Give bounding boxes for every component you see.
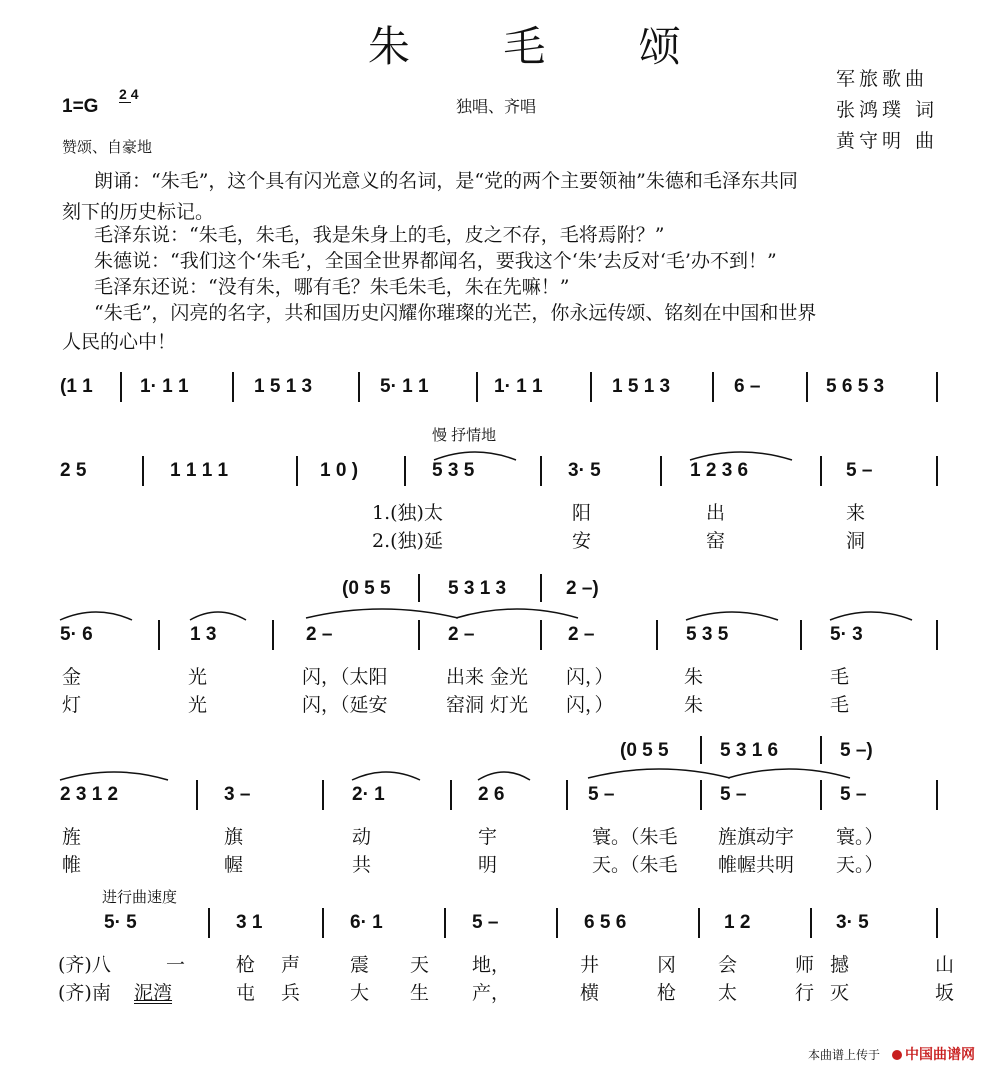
measure: 5 – bbox=[588, 784, 615, 805]
bar-line bbox=[936, 908, 938, 938]
lyric: 帷 bbox=[62, 854, 82, 876]
tempo-marking: 进行曲速度 bbox=[102, 889, 178, 906]
recitation-line-6: “朱毛”，闪亮的名字，共和国历史闪耀你璀璨的光芒，你永远传颂、铭刻在中国和世界 bbox=[94, 302, 817, 324]
lyric-verse-1-row-2 bbox=[372, 498, 443, 525]
bar-line bbox=[476, 372, 478, 402]
measure: 1 1 1 1 bbox=[170, 460, 229, 481]
lyric: 灯 bbox=[62, 694, 82, 716]
slur bbox=[474, 764, 534, 784]
lyric: 阳 bbox=[572, 502, 592, 524]
bar-line bbox=[800, 620, 802, 650]
lyric: 帷幄共明 bbox=[718, 854, 795, 876]
bar-line bbox=[540, 574, 542, 602]
measure: 5· 5 bbox=[104, 912, 137, 933]
lyric: 撼 山 bbox=[830, 954, 995, 976]
measure: 5· 1 1 bbox=[380, 376, 429, 397]
measure: 3 – bbox=[224, 784, 251, 805]
measure: 2 6 bbox=[478, 784, 505, 805]
lyric: 光 bbox=[188, 666, 208, 688]
slur bbox=[826, 604, 916, 624]
lyric: 共 bbox=[352, 854, 372, 876]
lyric: 来 bbox=[846, 502, 866, 524]
slur bbox=[348, 764, 424, 784]
bar-line bbox=[418, 574, 420, 602]
measure: 5· 3 bbox=[830, 624, 863, 645]
slur bbox=[56, 764, 172, 784]
credit-lyricist: 张鸿璞 词 bbox=[836, 99, 939, 121]
lyric: 井 冈 bbox=[580, 954, 703, 976]
measure: 2 – bbox=[448, 624, 475, 645]
bar-line bbox=[936, 456, 938, 486]
lyric: (齐)南 bbox=[58, 982, 111, 1004]
tie bbox=[452, 600, 582, 622]
measure: 5· 6 bbox=[60, 624, 93, 645]
measure: 6 5 6 bbox=[584, 912, 627, 933]
lyric: 动 bbox=[352, 826, 372, 848]
lyric: 屯 兵 bbox=[236, 982, 311, 1004]
measure: 2 – bbox=[306, 624, 333, 645]
bar-line bbox=[806, 372, 808, 402]
measure: 5 – bbox=[472, 912, 499, 933]
lyric: 光 bbox=[188, 694, 208, 716]
recitation-line-7: 人民的心中！ bbox=[62, 331, 177, 353]
lyric: 地， bbox=[472, 954, 511, 976]
lyric: 天。（朱毛 bbox=[592, 854, 678, 876]
site-logo[interactable] bbox=[892, 1044, 975, 1064]
bar-line bbox=[810, 908, 812, 938]
lyric: 朱 bbox=[684, 694, 704, 716]
measure: (0 5 5 bbox=[342, 578, 391, 599]
lyric: 天 bbox=[410, 954, 430, 976]
bar-line bbox=[322, 908, 324, 938]
lyric: 宇 bbox=[478, 826, 498, 848]
measure: (1 1 bbox=[60, 376, 93, 397]
recitation-line-5: 毛泽东还说：“没有朱，哪有毛？朱毛朱毛，朱在先嘛！” bbox=[94, 276, 570, 298]
key-signature: 1=G bbox=[62, 96, 99, 117]
lyric: 旗 bbox=[224, 826, 244, 848]
measure: 1· 1 1 bbox=[140, 376, 189, 397]
bar-line bbox=[444, 908, 446, 938]
bar-line bbox=[208, 908, 210, 938]
lyric: 安 bbox=[572, 530, 592, 552]
lyric: 旌旗动宇 bbox=[718, 826, 795, 848]
upload-text: 本曲谱上传于 bbox=[808, 1048, 881, 1062]
slur bbox=[56, 604, 136, 624]
lyric: 生 bbox=[410, 982, 430, 1004]
bar-line bbox=[590, 372, 592, 402]
bar-line bbox=[820, 456, 822, 486]
bar-line bbox=[296, 456, 298, 486]
bar-line bbox=[936, 620, 938, 650]
lyric: 1.(独)太 bbox=[372, 502, 443, 524]
tie bbox=[302, 600, 462, 622]
lyric: 闪，（太阳 bbox=[302, 666, 388, 688]
measure: 1 3 bbox=[190, 624, 217, 645]
bar-line bbox=[358, 372, 360, 402]
credit-genre: 军旅歌曲 bbox=[836, 68, 929, 90]
time-signature bbox=[119, 87, 138, 102]
measure: 2 – bbox=[568, 624, 595, 645]
lyric: 寰。） bbox=[836, 826, 884, 848]
bar-line bbox=[566, 780, 568, 810]
lyric: 闪，） bbox=[566, 666, 614, 688]
measure: 5 3 1 3 bbox=[448, 578, 507, 599]
lyric: 旌 bbox=[62, 826, 82, 848]
bar-line bbox=[404, 456, 406, 486]
lyric: 朱 bbox=[684, 666, 704, 688]
bar-line bbox=[196, 780, 198, 810]
bar-line bbox=[556, 908, 558, 938]
lyric: 窑 bbox=[706, 530, 726, 552]
measure: 5 – bbox=[720, 784, 747, 805]
logo-icon bbox=[892, 1050, 902, 1060]
bar-line bbox=[820, 780, 822, 810]
measure: (0 5 5 bbox=[620, 740, 669, 761]
bar-line bbox=[660, 456, 662, 486]
measure: 1 5 1 3 bbox=[612, 376, 671, 397]
song-title: 朱 毛 颂 bbox=[368, 22, 721, 71]
lyric: 出 bbox=[706, 502, 726, 524]
recitation-line-4: 朱德说：“我们这个‘朱毛’，全国全世界都闻名，要我这个‘朱’去反对‘毛’办不到！” bbox=[94, 250, 777, 272]
tempo-marking: 慢 抒情地 bbox=[432, 427, 497, 444]
measure: 2 –) bbox=[566, 578, 599, 599]
measure: 5 – bbox=[846, 460, 873, 481]
lyric: 震 bbox=[350, 954, 370, 976]
bar-line bbox=[450, 780, 452, 810]
lyric: 灭 坂 bbox=[830, 982, 995, 1004]
lyric: (齐)八 bbox=[58, 954, 111, 976]
bar-line bbox=[936, 372, 938, 402]
measure: 5 3 5 bbox=[686, 624, 729, 645]
lyric: 天。） bbox=[836, 854, 884, 876]
bar-line bbox=[540, 620, 542, 650]
bar-line bbox=[712, 372, 714, 402]
lyric: 产， bbox=[472, 982, 511, 1004]
lyric: 窑洞 灯光 bbox=[446, 694, 529, 716]
bar-line bbox=[232, 372, 234, 402]
time-denominator: 4 bbox=[130, 86, 139, 102]
tie bbox=[724, 760, 854, 782]
lyric: 枪 声 bbox=[236, 954, 311, 976]
expression-mark: 赞颂、自豪地 bbox=[62, 139, 153, 156]
slur bbox=[430, 444, 520, 464]
bar-line bbox=[158, 620, 160, 650]
bar-line bbox=[936, 780, 938, 810]
credit-composer: 黄守明 曲 bbox=[836, 130, 939, 152]
bar-line bbox=[700, 780, 702, 810]
measure: 5 3 5 bbox=[432, 460, 475, 481]
lyric: 金 bbox=[62, 666, 82, 688]
measure: 2 3 1 2 bbox=[60, 784, 119, 805]
measure: 1 2 3 6 bbox=[690, 460, 749, 481]
measure: 1· 1 1 bbox=[494, 376, 543, 397]
lyric: 毛 bbox=[830, 694, 850, 716]
bar-line bbox=[272, 620, 274, 650]
lyric: 出来 金光 bbox=[446, 666, 529, 688]
recitation-line-2: 刻下的历史标记。 bbox=[62, 201, 215, 223]
measure: 5 6 5 3 bbox=[826, 376, 885, 397]
measure: 6· 1 bbox=[350, 912, 383, 933]
lyric: 闪，（延安 bbox=[302, 694, 388, 716]
slur bbox=[682, 604, 782, 624]
measure: 6 – bbox=[734, 376, 761, 397]
lyric: 大 bbox=[350, 982, 370, 1004]
lyric: 毛 bbox=[830, 666, 850, 688]
measure: 3· 5 bbox=[836, 912, 869, 933]
measure: 2 5 bbox=[60, 460, 87, 481]
lyric: 寰。（朱毛 bbox=[592, 826, 678, 848]
measure: 5 – bbox=[840, 784, 867, 805]
lyric: 明 bbox=[478, 854, 498, 876]
measure: 2· 1 bbox=[352, 784, 385, 805]
measure: 1 5 1 3 bbox=[254, 376, 313, 397]
lyric: 太 行 bbox=[718, 982, 841, 1004]
lyric: 一 bbox=[166, 954, 186, 976]
measure: 3· 5 bbox=[568, 460, 601, 481]
recitation-line-3: 毛泽东说：“朱毛，朱毛，我是朱身上的毛，皮之不存，毛将焉附？” bbox=[94, 224, 665, 246]
lyric: 幄 bbox=[224, 854, 244, 876]
song-credits bbox=[836, 64, 938, 157]
lyric: 会 师 bbox=[718, 954, 841, 976]
measure: 5 3 1 6 bbox=[720, 740, 779, 761]
performance-type: 独唱、齐唱 bbox=[456, 99, 537, 116]
slur bbox=[686, 444, 796, 464]
time-numerator: 2 bbox=[119, 86, 127, 102]
measure: 1 0 ) bbox=[320, 460, 359, 481]
bar-line bbox=[540, 456, 542, 486]
measure: 1 2 bbox=[724, 912, 751, 933]
recitation-line-1: 朗诵：“朱毛”，这个具有闪光意义的名词，是“党的两个主要领袖”朱德和毛泽东共同 bbox=[94, 170, 798, 192]
bar-line bbox=[656, 620, 658, 650]
lyric: 洞 bbox=[846, 530, 866, 552]
lyric: 泥湾 bbox=[134, 982, 173, 1004]
lyric: 闪，） bbox=[566, 694, 614, 716]
bar-line bbox=[120, 372, 122, 402]
measure: 3 1 bbox=[236, 912, 263, 933]
measure: 5 –) bbox=[840, 740, 873, 761]
tie bbox=[584, 760, 734, 782]
slur bbox=[186, 604, 250, 624]
lyric: 2.(独)延 bbox=[372, 530, 443, 552]
bar-line bbox=[322, 780, 324, 810]
site-logo-text: 中国曲谱网 bbox=[905, 1046, 975, 1062]
bar-line bbox=[142, 456, 144, 486]
bar-line bbox=[418, 620, 420, 650]
lyric: 横 枪 bbox=[580, 982, 703, 1004]
bar-line bbox=[698, 908, 700, 938]
